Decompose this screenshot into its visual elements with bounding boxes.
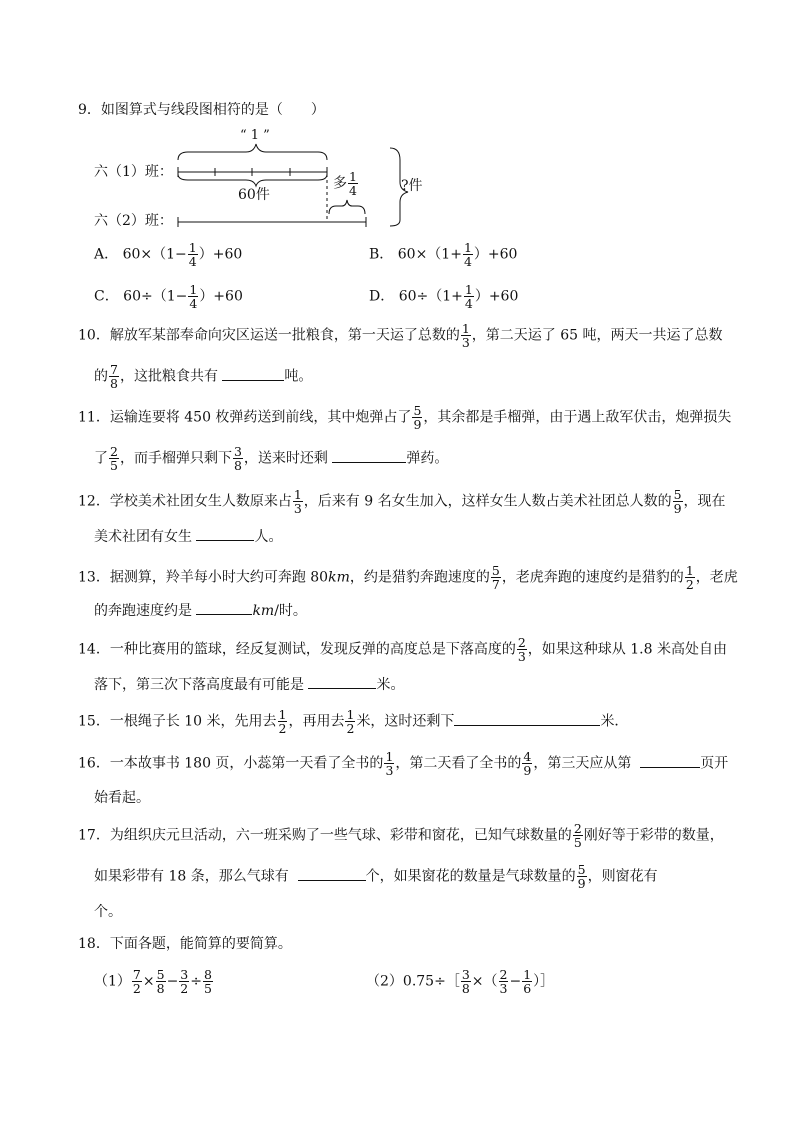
q13-answer-blank[interactable] xyxy=(196,601,252,615)
fraction-denominator: 8 xyxy=(110,376,118,391)
fraction-numerator: 1 xyxy=(385,749,394,764)
fraction-denominator: 2 xyxy=(346,721,355,736)
fraction xyxy=(522,750,532,777)
fraction-denominator: 3 xyxy=(385,763,394,778)
fraction-numerator: 1 xyxy=(278,707,287,722)
q12-line2: 美术社团有女生 人。 xyxy=(94,529,283,545)
fraction-numerator: 1 xyxy=(189,282,198,297)
q14-line1: 14．一种比赛用的篮球，经反复测试，发现反弹的高度总是下落高度的 $\frac{2}{3}$ ，如果这种球从 1.8 米高处自由 xyxy=(78,635,727,664)
q13-line2: 的奔跑速度约是 km/时。 xyxy=(94,603,307,619)
fraction-denominator: 2 xyxy=(180,981,189,996)
class1-label: 六（1）班： xyxy=(94,164,173,180)
fraction-numerator: 2 xyxy=(573,821,582,836)
top-brace xyxy=(178,144,327,160)
q17-line2: 如果彩带有 18 条，那么气球有 个，如果窗花的数量是气球数量的 $\frac{5}{9}$ ，则窗花有 xyxy=(94,862,658,891)
q18-part2: （2）0.75÷［ $\frac{3}{8}$ ×（ $\frac{2}{3}$ − $\frac{1}{6}$ ）］ xyxy=(366,967,555,996)
fraction xyxy=(463,241,473,268)
fraction-numerator: 1 xyxy=(293,487,302,502)
option-c[interactable]: C． 60÷（1− $\frac{1}{4}$ ）+60 xyxy=(94,282,243,311)
fraction-numerator: 8 xyxy=(203,967,212,982)
fraction xyxy=(577,863,587,890)
q11-line2: 了 $\frac{2}{5}$ ，而手榴弹只剩下 $\frac{3}{8}$ ，送来时还剩 弹药。 xyxy=(94,444,449,473)
q13-line1: 13．据测算，羚羊每小时大约可奔跑 80km，约是猎豹奔跑速度的 $\frac{5}{7}$ ，老虎奔跑的速度约是猎豹的 $\frac{1}{2}$ ，老虎 xyxy=(78,563,738,592)
fraction xyxy=(673,488,683,515)
q16-line2: 始看起。 xyxy=(94,790,150,806)
fraction-denominator: 2 xyxy=(685,577,694,592)
fraction xyxy=(491,564,501,591)
fraction-denominator: 2 xyxy=(278,721,287,736)
q15-line1: 15．一根绳子长 10 米，先用去 $\frac{1}{2}$ ，再用去 $\frac{1}{2}$ 米，这时还剩下 米． xyxy=(78,707,629,736)
q11-answer-blank[interactable] xyxy=(332,449,406,463)
fraction xyxy=(685,564,695,591)
fraction-numerator: 5 xyxy=(577,862,586,877)
fraction-denominator: 4 xyxy=(463,254,472,269)
fraction xyxy=(188,283,198,310)
fraction-denominator: 4 xyxy=(188,254,197,269)
q9-title: 9．如图算式与线段图相符的是（ ） xyxy=(78,102,325,118)
fraction-numerator: 1 xyxy=(349,169,357,184)
fraction-denominator: 5 xyxy=(110,458,118,473)
fraction-numerator: 7 xyxy=(110,362,118,377)
fraction-numerator: 5 xyxy=(413,403,422,418)
q12-answer-blank[interactable] xyxy=(196,527,254,541)
fraction-denominator: 8 xyxy=(156,981,165,996)
fraction-numerator: 1 xyxy=(464,282,473,297)
fraction-denominator: 3 xyxy=(293,501,302,516)
q11-line1: 11．运输连要将 450 枚弹药送到前线，其中炮弹占了 $\frac{5}{9}$ ，其余都是手榴弹，由于遇上敌军伏击，炮弹损失 xyxy=(78,403,732,432)
fraction xyxy=(179,968,189,995)
q18-part1: （1） $\frac{7}{2}$ × $\frac{5}{8}$ − $\frac{3}{2}$ ÷ $\frac{8}{5}$ xyxy=(94,967,212,996)
fraction-denominator: 3 xyxy=(499,981,508,996)
option-d[interactable]: D． 60÷（1+ $\frac{1}{4}$ ）+60 xyxy=(369,282,519,311)
fraction-numerator: 5 xyxy=(156,967,165,982)
fraction xyxy=(348,170,358,197)
fraction-numerator: 2 xyxy=(517,635,526,650)
pieces-label: 60件 xyxy=(238,187,270,203)
q15-answer-blank[interactable] xyxy=(454,712,600,726)
q16-line1: 16．一本故事书 180 页，小蕊第一天看了全书的 $\frac{1}{3}$ ，第二天看了全书的 $\frac{4}{9}$ ，第三天应从第 页开 xyxy=(78,749,729,778)
fraction xyxy=(156,968,166,995)
q14-line2: 落下，第三次下落高度最有可能是 米。 xyxy=(94,677,405,693)
q12-line1: 12．学校美术社团女生人数原来占 $\frac{1}{3}$ ，后来有 9 名女生加入，这样女生人数占美术社团总人数的 $\frac{5}{9}$ ，现在 xyxy=(78,487,726,516)
q10-answer-blank[interactable] xyxy=(222,367,284,381)
fraction-numerator: 4 xyxy=(523,749,532,764)
fraction xyxy=(499,968,509,995)
fraction-denominator: 4 xyxy=(349,183,357,198)
fraction xyxy=(293,488,303,515)
class2-label: 六（2）班： xyxy=(94,213,173,229)
fraction-denominator: 8 xyxy=(461,981,470,996)
q16-answer-blank[interactable] xyxy=(640,754,700,768)
fraction-denominator: 5 xyxy=(203,981,212,996)
q17-line1: 17．为组织庆元旦活动，六一班采购了一些气球、彩带和窗花，已知气球数量的 $\frac{2}{5}$ 刚好等于彩带的数量， xyxy=(78,821,724,850)
fraction xyxy=(109,445,119,472)
fraction-numerator: 1 xyxy=(463,240,472,255)
q14-answer-blank[interactable] xyxy=(308,675,376,689)
fraction-denominator: 8 xyxy=(233,458,242,473)
fraction-denominator: 4 xyxy=(189,296,198,311)
fraction-numerator: 3 xyxy=(233,444,242,459)
fraction xyxy=(109,363,119,390)
fraction-numerator: 1 xyxy=(188,240,197,255)
q18-title: 18．下面各题，能简算的要简算。 xyxy=(78,936,292,952)
fraction-denominator: 3 xyxy=(517,649,526,664)
fraction-numerator: 2 xyxy=(110,444,118,459)
fraction-denominator: 9 xyxy=(673,501,682,516)
option-b[interactable]: B． 60×（1+ $\frac{1}{4}$ ）+60 xyxy=(369,240,518,269)
extra-brace xyxy=(329,200,365,214)
fraction-denominator: 6 xyxy=(523,981,532,996)
fraction-denominator: 9 xyxy=(413,417,422,432)
fraction xyxy=(233,445,243,472)
fraction xyxy=(461,968,471,995)
fraction-denominator: 9 xyxy=(523,763,532,778)
fraction xyxy=(278,708,288,735)
one-label: “ 1 ” xyxy=(240,128,270,143)
fraction xyxy=(461,322,471,349)
fraction-denominator: 3 xyxy=(461,335,470,350)
fraction-numerator: 7 xyxy=(132,967,141,982)
fraction-numerator: 1 xyxy=(461,321,470,336)
q10-line1: 10．解放军某部奉命向灾区运送一批粮食，第一天运了总数的 $\frac{1}{3}$ ，第二天运了 65 吨，两天一共运了总数 xyxy=(78,321,723,350)
fraction-numerator: 3 xyxy=(461,967,470,982)
fraction xyxy=(132,968,142,995)
fraction-numerator: 1 xyxy=(685,563,694,578)
fraction xyxy=(522,968,532,995)
fraction xyxy=(412,404,422,431)
more-label: 多 $\frac{1}{4}$ xyxy=(333,169,357,198)
fraction-denominator: 2 xyxy=(132,981,141,996)
fraction-denominator: 7 xyxy=(491,577,500,592)
fraction xyxy=(188,241,198,268)
fraction xyxy=(345,708,355,735)
q17-answer-blank[interactable] xyxy=(298,867,366,881)
q10-line2: 的 $\frac{7}{8}$ ，这批粮食共有 吨。 xyxy=(94,362,313,391)
q17-line3: 个。 xyxy=(94,904,122,920)
fraction-numerator: 2 xyxy=(499,967,508,982)
fraction-denominator: 4 xyxy=(464,296,473,311)
option-a[interactable]: A． 60×（1− $\frac{1}{4}$ ）+60 xyxy=(94,240,243,269)
fraction xyxy=(464,283,474,310)
fraction-numerator: 5 xyxy=(673,487,682,502)
fraction xyxy=(384,750,394,777)
fraction-numerator: 1 xyxy=(346,707,355,722)
fraction xyxy=(203,968,213,995)
question-label: ?件 xyxy=(401,178,423,194)
fraction-denominator: 5 xyxy=(573,835,582,850)
fraction-numerator: 5 xyxy=(491,563,500,578)
fraction-denominator: 9 xyxy=(577,876,586,891)
fraction xyxy=(573,822,583,849)
fraction xyxy=(517,636,527,663)
fraction-numerator: 1 xyxy=(523,967,532,982)
fraction-numerator: 3 xyxy=(180,967,189,982)
